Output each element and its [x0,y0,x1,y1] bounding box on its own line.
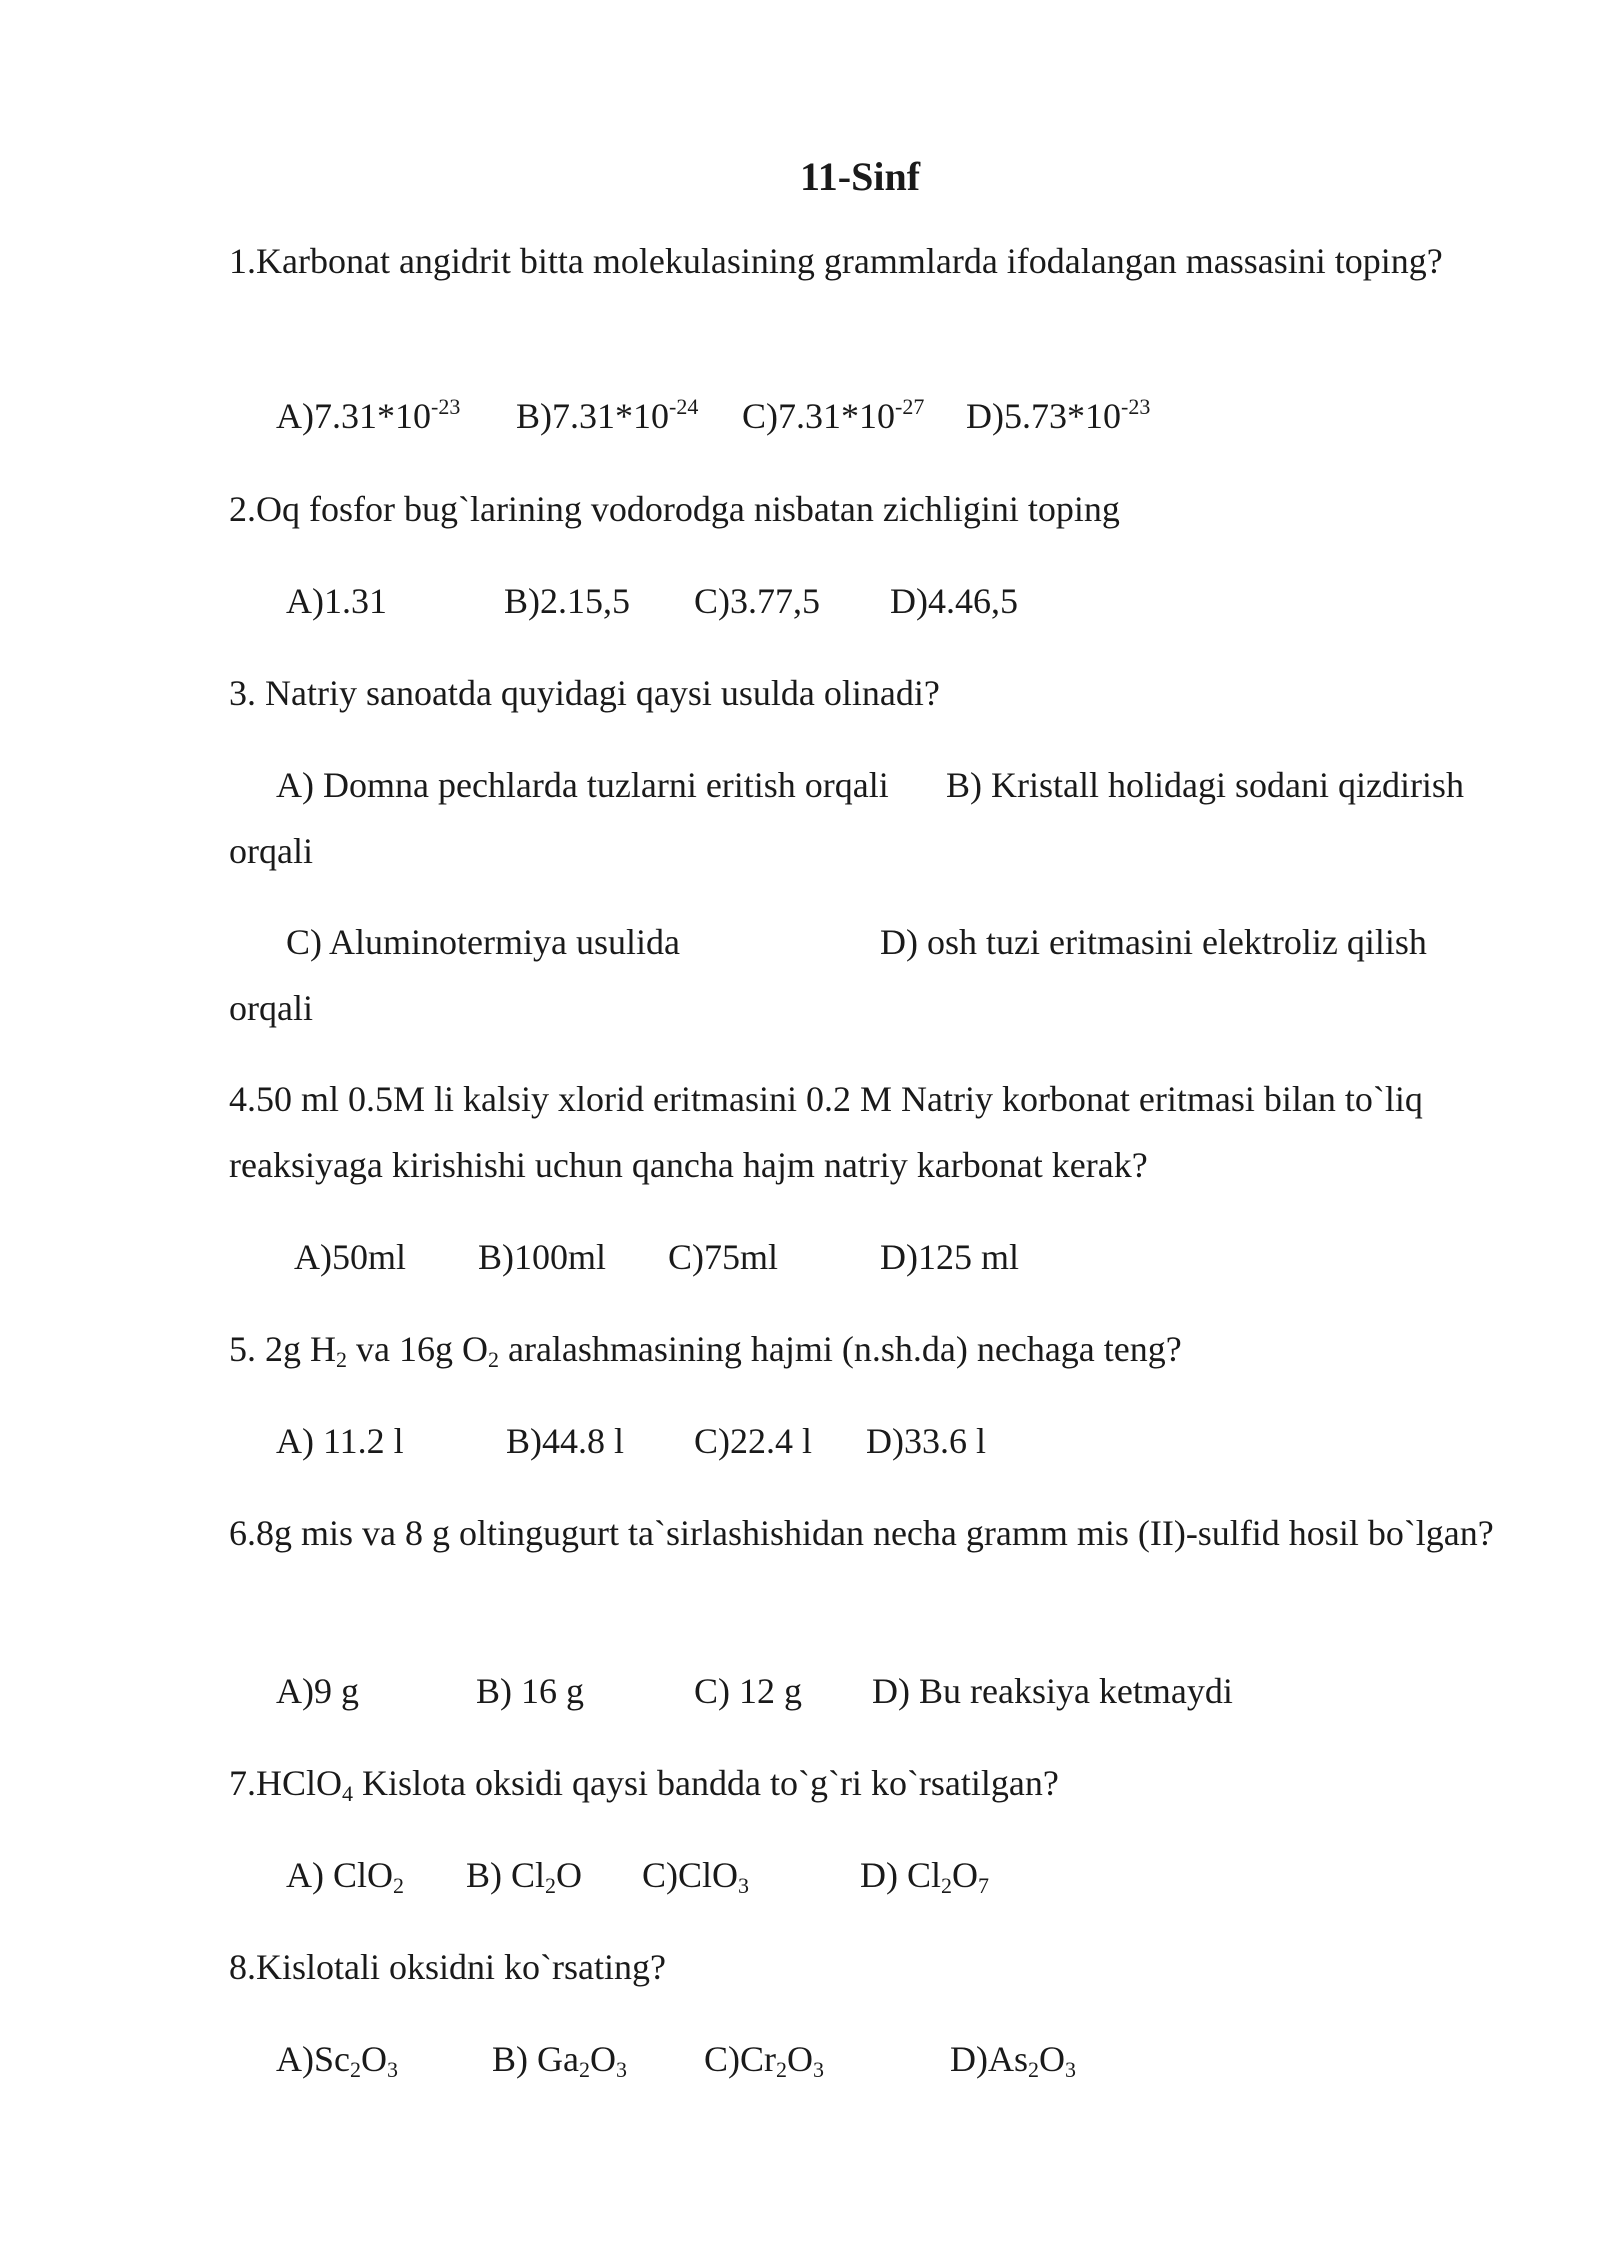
question-6-text: 6.8g mis va 8 g oltingugurt ta`sirlashishidan necha gramm mis (II)-sulfid hosil bo`lgan? [229,1513,1494,1553]
question-2-option-c: C)3.77,5 [694,581,820,621]
question-1-option-c: $C)7.31*10^{-27}$ [742,394,925,436]
question-5-option-d: D)33.6 l [866,1421,986,1461]
question-2-option-b: B)2.15,5 [504,581,630,621]
question-8-option-c: $C)Cr_2O_3$ [704,2039,824,2082]
question-3-option-a: A) Domna pechlarda tuzlarni eritish orqali [276,765,889,805]
question-3-option-d-continued: orqali [229,988,313,1028]
question-3-option-b-continued: orqali [229,831,313,871]
question-7-option-c: C)ClO$_3$ [642,1855,750,1898]
question-5-option-b: B)44.8 l [506,1421,625,1461]
question-7-option-d: D) $Cl_2O_7$ [860,1855,989,1898]
question-3-text: 3. Natriy sanoatda quyidagi qaysi usulda olinadi? [229,673,940,713]
question-3-option-d: D) osh tuzi eritmasini elektroliz qilish [880,922,1427,962]
question-2-option-d: D)4.46,5 [890,581,1018,621]
question-7-option-b: B) $Cl_2O$ [466,1855,583,1898]
question-7-option-a: A) ClO$_2$ [286,1855,404,1898]
question-4-option-d: D)125 ml [880,1237,1019,1277]
question-1-option-d: $D)5.73*10^{-23}$ [966,394,1151,436]
question-6-option-a: A)9 g [276,1671,359,1711]
question-1-text: 1.Karbonat angidrit bitta molekulasining grammlarda ifodalangan massasini toping? [229,241,1443,281]
question-4-option-b: B)100ml [478,1237,607,1277]
question-3-option-c: C) Aluminotermiya usulida [286,922,680,962]
page-title: 11-Sinf [799,154,921,199]
question-2-option-a: A)1.31 [286,581,387,621]
question-7-text: 7.HClO$_4$ Kislota oksidi qaysi bandda to`g`ri ko`rsatilgan? [229,1763,1059,1806]
question-3-option-b: B) Kristall holidagi sodani qizdirish [946,765,1464,805]
question-6-option-b: B) 16 g [476,1671,584,1711]
question-5-option-a: A) 11.2 l [276,1421,404,1461]
question-2-text: 2.Oq fosfor bug`larining vodorodga nisbatan zichligini toping [229,489,1120,529]
question-8-option-a: $A)Sc_2O_3$ [276,2039,398,2082]
question-5-text: 5. 2g $H_2$ va 16g $O_2$ aralashmasining hajmi (n.sh.da) nechaga teng? [229,1329,1182,1372]
question-8-text: 8.Kislotali oksidni ko`rsating? [229,1947,666,1987]
question-4-option-a: A)50ml [294,1237,406,1277]
question-8-option-d: $D)As_2O_3$ [950,2039,1076,2082]
question-8-option-b: B) $Ga_2O_3$ [492,2039,627,2082]
question-1-option-a: $A)7.31*10^{-23}$ [276,394,461,436]
question-4-option-c: C)75ml [668,1237,779,1277]
question-4-text: 4.50 ml 0.5M li kalsiy xlorid eritmasini 0.2 M Natriy korbonat eritmasi bilan to`liq reaksiyaga kirishishi uchun qancha hajm natriy karbonat kerak? [229,1079,1423,1185]
question-6-option-c: C) 12 g [694,1671,802,1711]
question-5-option-c: C)22.4 l [694,1421,813,1461]
question-6-option-d: D) Bu reaksiya ketmaydi [872,1671,1233,1711]
question-1-option-b: $B)7.31*10^{-24}$ [516,394,699,436]
